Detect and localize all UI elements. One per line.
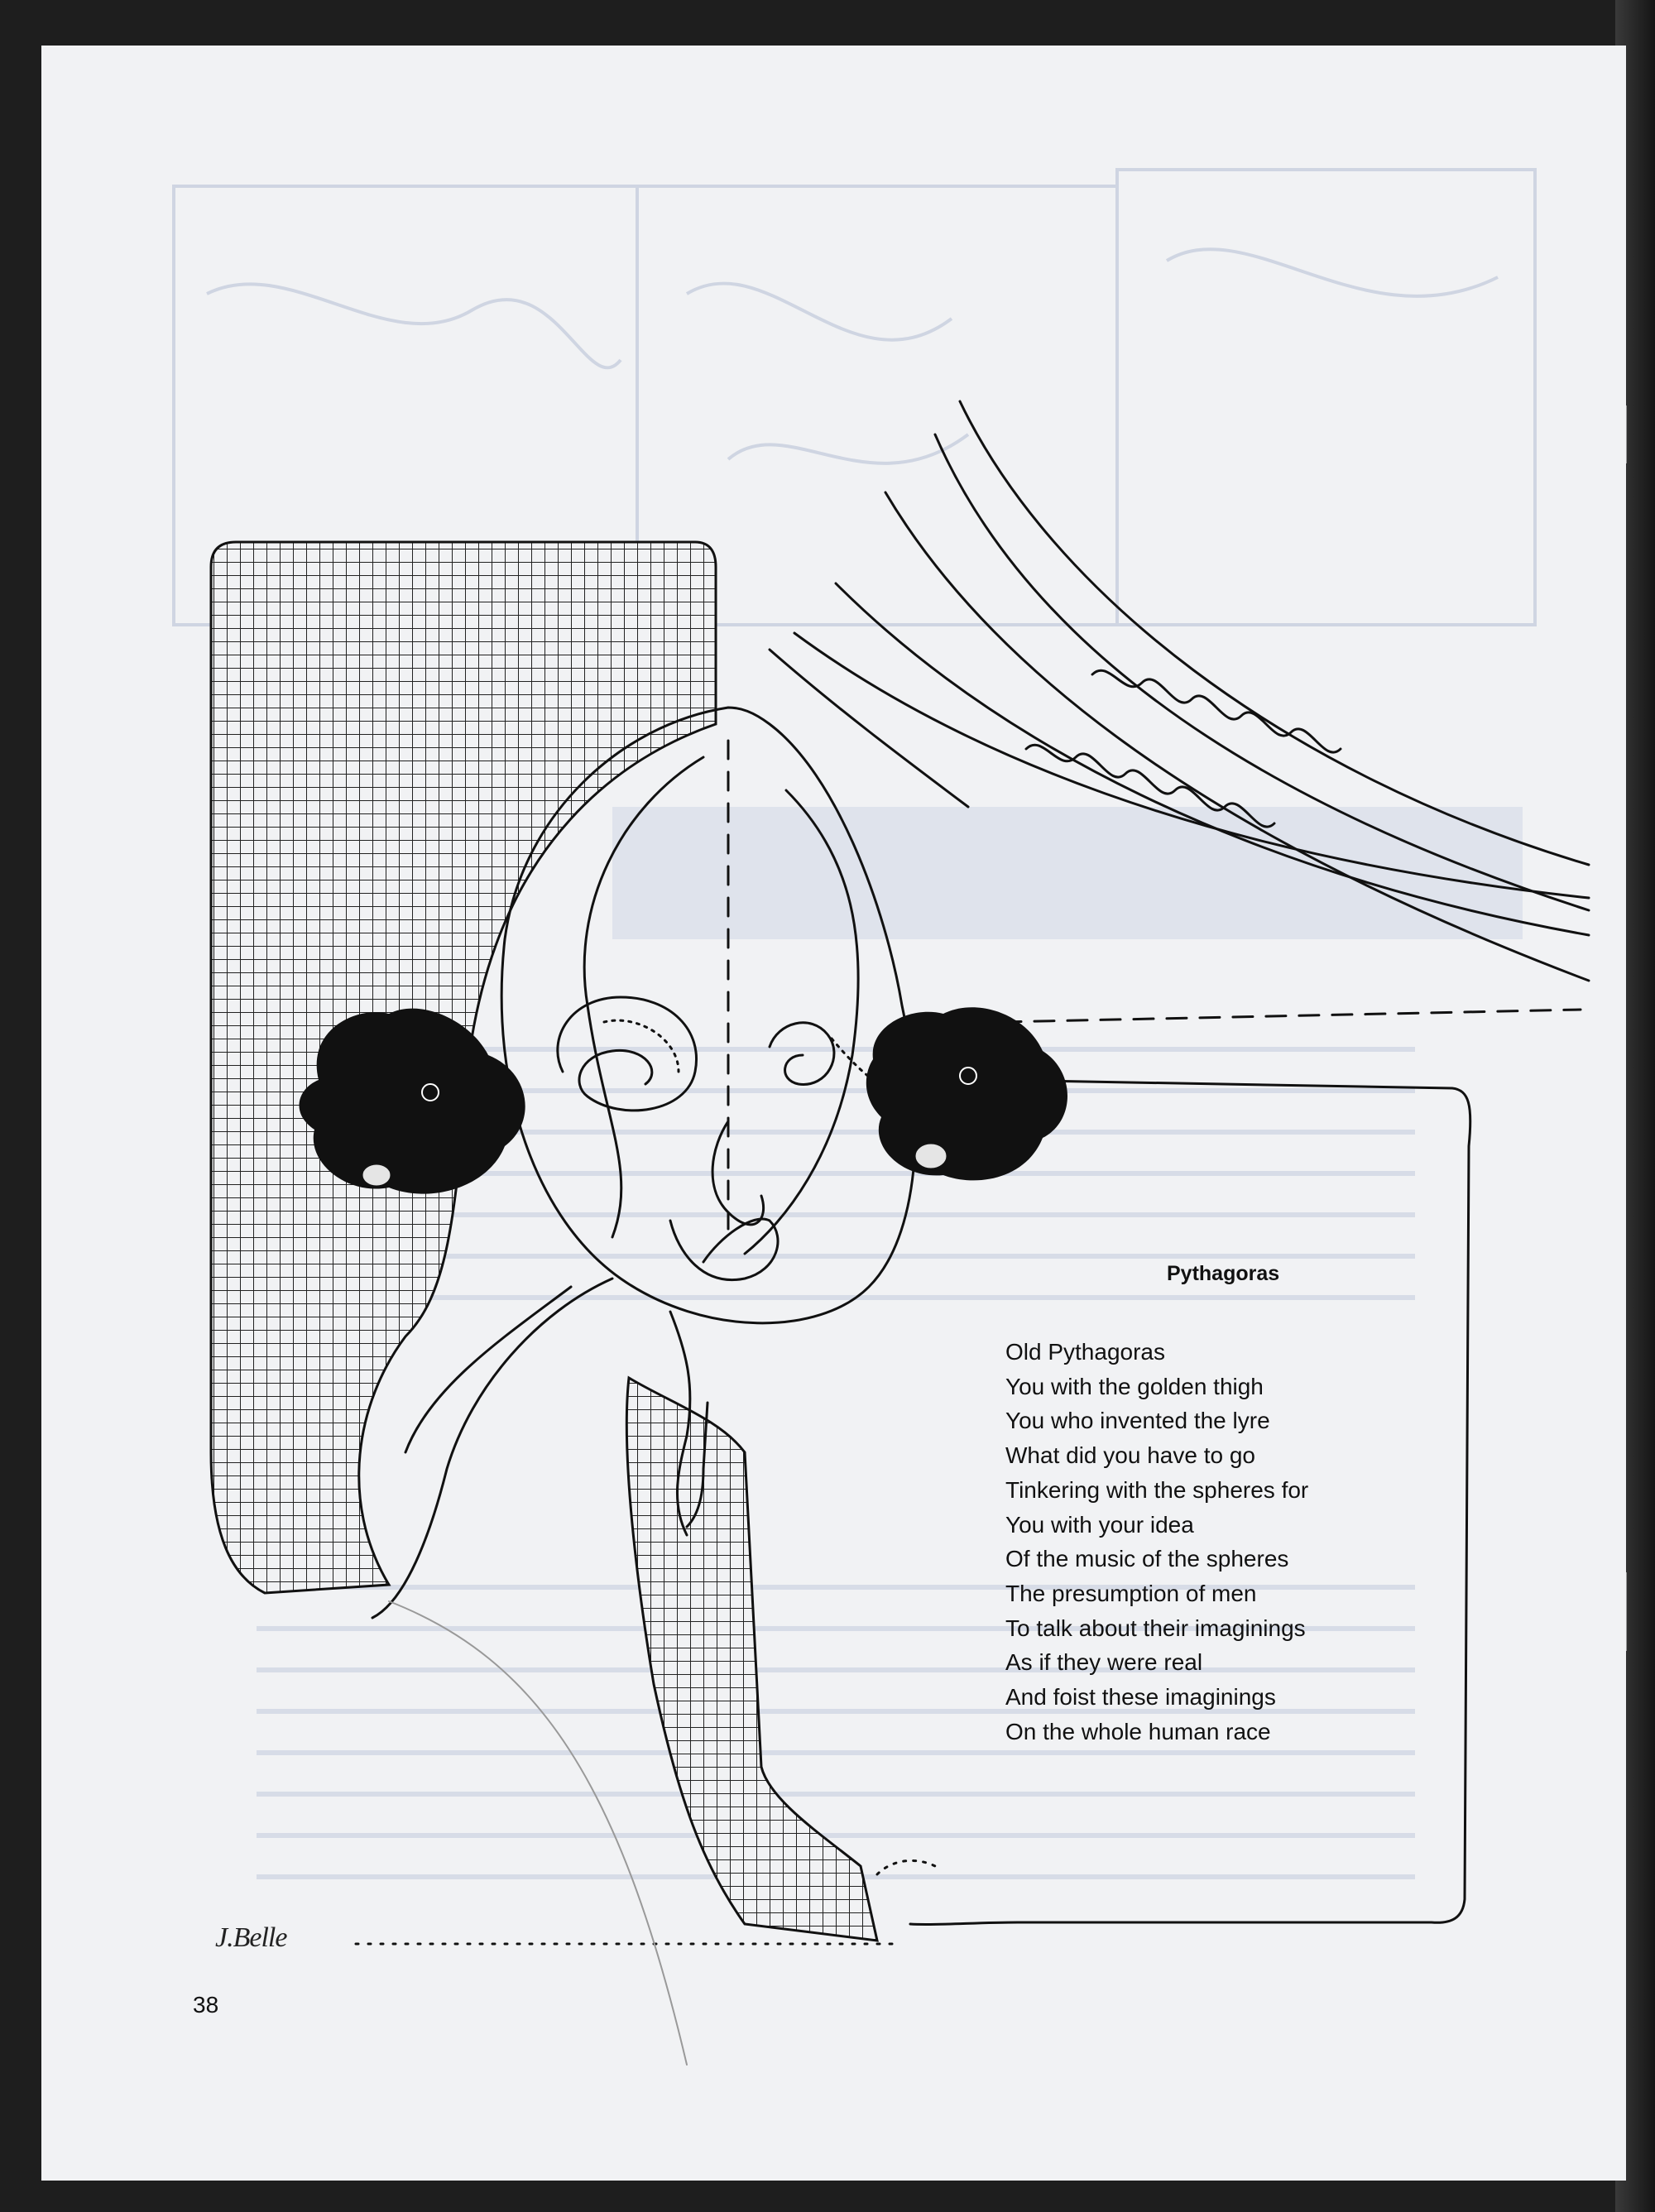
right-flower xyxy=(866,1007,1067,1180)
poem-body xyxy=(1005,1335,1308,1749)
poem-line: And foist these imaginings xyxy=(1005,1684,1276,1711)
face-inner-curve xyxy=(584,757,703,1237)
poem-line: Tinkering with the spheres for xyxy=(1005,1476,1309,1503)
hair-strand xyxy=(960,401,1589,865)
poem-line: You who invented the lyre xyxy=(1005,1408,1270,1434)
hair-strand xyxy=(885,492,1589,981)
left-flower xyxy=(299,1009,525,1194)
poem-line: Of the music of the spheres xyxy=(1005,1546,1289,1572)
page-number: 38 xyxy=(193,1992,219,2018)
poem-line: As if they were real xyxy=(1005,1649,1203,1676)
poem-line: You with your idea xyxy=(1005,1511,1194,1538)
poem-line: On the whole human race xyxy=(1005,1718,1271,1744)
mouth xyxy=(670,1219,778,1280)
poem-line: To talk about their imaginings xyxy=(1005,1615,1306,1641)
poem-line: Old Pythagoras xyxy=(1005,1339,1165,1365)
hair-wave xyxy=(1092,670,1341,752)
artist-signature: J.Belle xyxy=(215,1922,287,1953)
nose xyxy=(712,1121,764,1225)
hatched-collar xyxy=(626,1378,877,1941)
pythagoras-illustration xyxy=(41,46,1626,2181)
poem-line: The presumption of men xyxy=(1005,1580,1257,1606)
book-page xyxy=(41,46,1626,2181)
poem-line: You with the golden thigh xyxy=(1005,1373,1264,1399)
shoulder-line xyxy=(405,1287,571,1452)
right-eye xyxy=(770,1023,834,1085)
poem-title: Pythagoras xyxy=(1167,1262,1280,1285)
hair-strand xyxy=(935,434,1589,910)
poem-line: What did you have to go xyxy=(1005,1442,1255,1469)
